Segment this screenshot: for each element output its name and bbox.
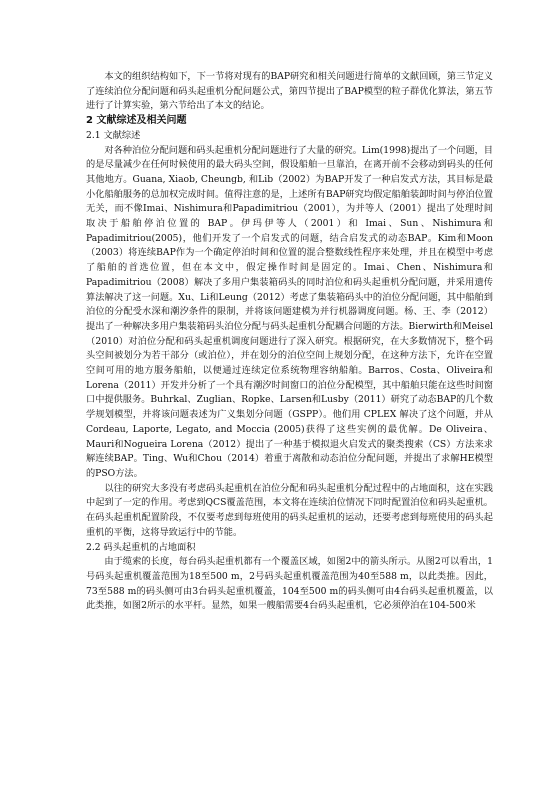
literature-paragraph-2: 以往的研究大多没有考虑码头起重机在泊位分配和码头起重机分配过程中的占地面积，这在实践中起到了一定的作用。考虑到QCS覆盖范围，本文将在连续泊位情况下同时配置泊位和码头起重机。在码头起重机配置阶段，不仅要考虑到每班使用的码头起重机的运动，还要考虑到每班使用的码头起重机的平衡，这将导致运行中的节能。 <box>86 482 493 538</box>
subsection-heading-crane-footprint: 2.2 码头起重机的占地面积 <box>86 541 196 553</box>
crane-footprint-paragraph: 由于缆索的长度，每台码头起重机都有一个覆盖区域，如图2中的箭头所示。从图2可以看出，1号码头起重机覆盖范围为18至500 m，2号码头起重机覆盖范围为40至588 m，以此类推。因此，73至588 m的码头侧可由3台码头起重机覆盖，104至500 m的码头侧可由4台码头起重机覆盖，以此类推，如图2所示的水平杆。显然，如果一艘船需要4台码头起重机，它必须停泊在104-500米 <box>86 556 493 612</box>
literature-paragraph-1: 对各种泊位分配问题和码头起重机分配问题进行了大量的研究。Lim(1998)提出了一个问题，目的是尽量减少在任何时候使用的最大码头空间，假设船舶一旦靠泊，在离开前不会移动到码头的任何其他地方。Guana, Xiaob, Cheungb, 和Lib（2002）为BAP开发了一种启发式方法，其目标是最小化船舶服务的总加权完成时间。值得注意的是，上述所有BAP研究均假定船舶装卸时间与停泊位置无关，而不像Imai、Nishimura和Papadimitriou（2001），为并等人（2001）提出了处理时间取决于船舶停泊位置的 BAP。伊玛伊等人（2001）和 Imai、Sun、Nishimura和Papadimitriou(2005)，他们开发了一个启发式的问题，结合启发式的动态BAP。Kim和Moon（2003）将连续BAP作为一个确定停泊时间和位置的混合整数线性程序来处理，并且在模型中考虑了船舶的首选位置，但在本文中，假定操作时间是固定的。Imai、Chen、Nishimura和Papadimitriou（2008）解决了多用户集装箱码头的同时泊位和码头起重机分配问题，并采用遗传算法解决了这一问题。Xu、Li和Leung（2012）考虑了集装箱码头中的泊位分配问题，其中船舶到泊位的分配受水深和潮汐条件的限制，并将该问题建模为并行机器调度问题。杨、王、李（2012）提出了一种解决多用户集装箱码头泊位分配与码头起重机分配耦合问题的方法。Bierwirth和Meisel（2010）对泊位分配和码头起重机调度问题进行了深入研究。根据研究，在大多数情况下，整个码头空间被划分为若干部分（或泊位），并在划分的泊位空间上规划分配，在这种方法下，允许在空置空间可用的地方服务船舶，以便通过连续定位系统物理容纳船舶。Barros、Costa、Oliveira和Lorena（2011）开发并分析了一个具有潮汐时间窗口的泊位分配模型，其中船舶只能在这些时间窗口中提供服务。Buhrkal、Zuglian、Ropke、Larsen和Lusby（2011）研究了动态BAP的几个数学规划模型，并将该问题表述为广义集划分问题（GSPP）。他们用 CPLEX 解决了这个问题，并从 Cordeau, Laporte, Legato, and Moccia (2005)获得了这些实例的最优解。De Oliveira、Mauri和Nogueira Lorena（2012）提出了一种基于模拟退火启发式的聚类搜索（CS）方法来求解连续BAP。Ting、Wu和Chou（2014）着重于离散和动态泊位分配问题，并提出了求解HE模型的PSO方法。 <box>86 144 493 479</box>
intro-paragraph: 本文的组织结构如下，下一节将对现有的BAP研究和相关问题进行简单的文献回顾，第三节定义了连续泊位分配问题和码头起重机分配问题公式，第四节提出了BAP模型的粒子群优化算法，第五节进行了计算实验，第六节给出了本文的结论。 <box>86 71 493 112</box>
subsection-heading-literature: 2.1 文献综述 <box>86 129 141 141</box>
section-heading: 2 文献综述及相关问题 <box>86 115 187 127</box>
